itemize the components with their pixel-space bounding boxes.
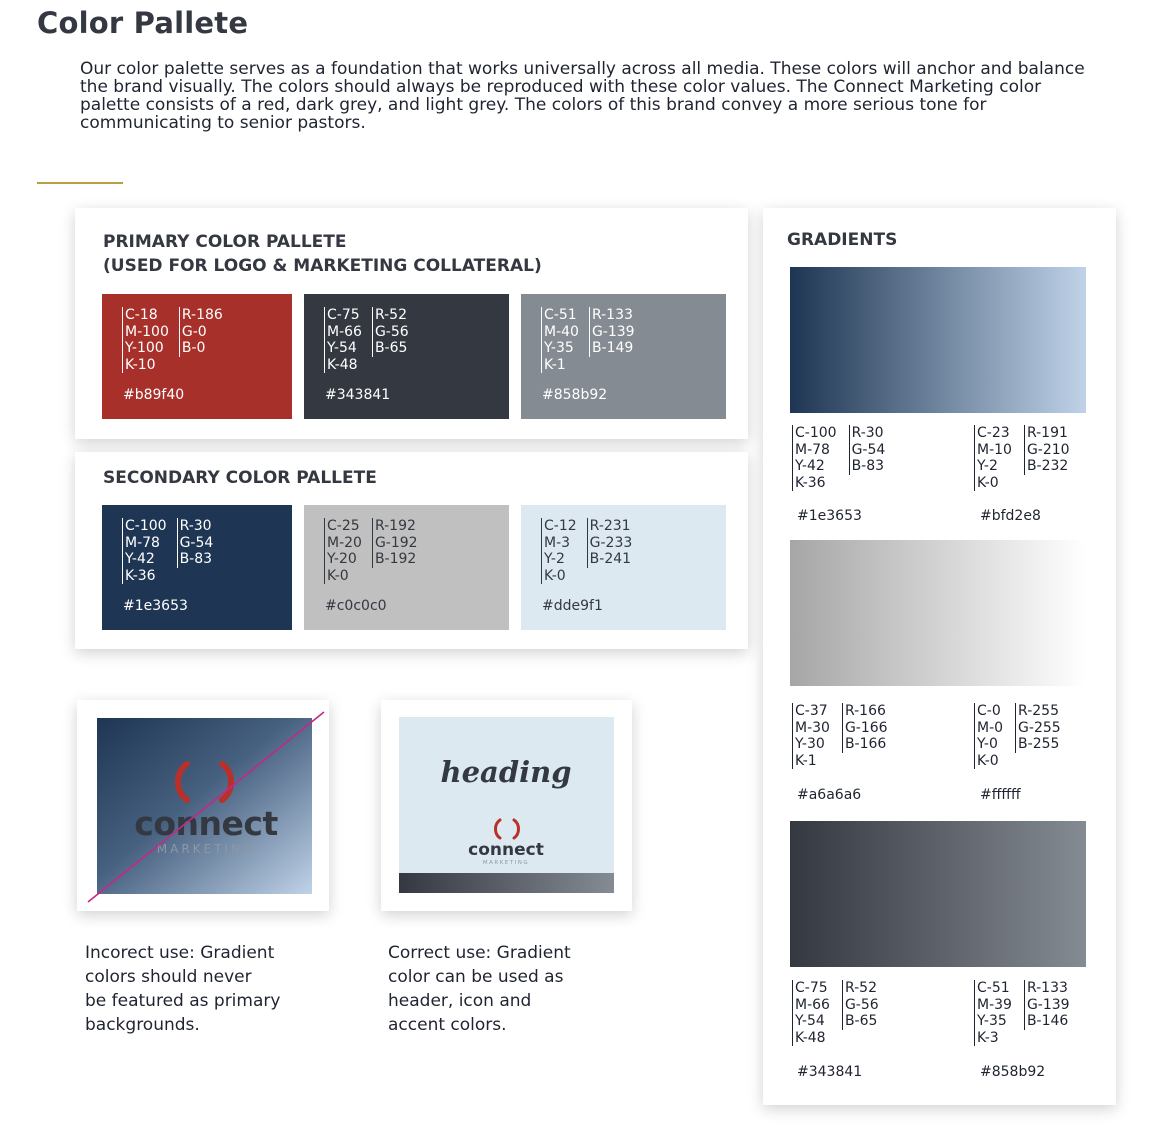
incorrect-use-caption: Incorect use: Gradient colors should never be featured as primary backgrounds. [85,943,281,1035]
cmyk-value: Y-42 [125,551,155,567]
cmyk-value: K-48 [327,356,358,373]
cmyk-value: Y-35 [544,340,574,356]
cmyk-value: Y-100 [125,340,164,356]
hex-value: #dde9f1 [542,598,603,614]
cmyk-value: M-78 [125,534,160,551]
primary-swatch [102,294,292,419]
cmyk-value: K-36 [125,567,156,584]
primary-title-line1: PRIMARY COLOR PALLETE [103,232,347,252]
logo-subtitle: MARKETING [482,860,530,866]
gradient-to-codes: C-23 M-10 Y-2 K-0 R-191 G-210 B-232 [974,425,1070,491]
incorrect-use-example [77,700,329,911]
rgb-value: B-192 [374,551,417,567]
cmyk-value: K-10 [125,356,156,373]
intro-paragraph: Our color palette serves as a foundation that works universally across all media. These colors will anchor and balance the brand visually. The colors should always be reproduced with these color values. The Connect Marketing color palette consists of a red, dark grey, and light grey. The colors of this brand convey a more serious tone for communicating to senior pastors. [80,59,1085,133]
gradient-from-hex: #1e3653 [797,508,862,524]
rgb-value: R-52 [374,307,407,323]
secondary-swatch [521,505,726,630]
gradient-from-hex: #343841 [797,1064,863,1080]
rgb-value: G-54 [179,534,214,551]
cmyk-value: Y-54 [327,340,357,356]
cmyk-value: C-100 [125,518,167,534]
primary-swatch [304,294,509,419]
gradient-from-codes: C-75 M-66 Y-54 K-48 R-52 G-56 B-65 [792,980,879,1046]
correct-use-example [381,700,632,911]
cmyk-value: M-40 [544,323,579,340]
hex-value: #1e3653 [123,598,188,614]
gradient-from-codes: C-37 M-30 Y-30 K-1 R-166 G-166 B-166 [792,703,888,769]
cmyk-value: C-12 [544,518,577,534]
gradient-accent-bar [399,873,614,893]
gradient-from-codes: C-100 M-78 Y-42 K-36 R-30 G-54 B-83 [792,425,885,491]
rgb-value: R-192 [374,518,416,534]
cmyk-value: M-3 [544,534,571,551]
secondary-swatch [102,505,292,630]
rgb-value: B-149 [591,340,634,356]
correct-use-caption: Correct use: Gradient color can be used as header, icon and accent colors. [388,943,571,1035]
gradients-title: GRADIENTS [787,230,898,250]
primary-title-line2: (USED FOR LOGO & MARKETING COLLATERAL) [103,256,542,276]
rgb-value: B-83 [179,551,213,567]
color-codes [541,518,632,584]
cmyk-value: M-66 [327,323,362,340]
rgb-value: R-133 [591,307,633,323]
gradients-card [763,208,1116,1105]
cmyk-value: Y-2 [544,551,565,567]
rgb-value: G-233 [589,534,633,551]
rgb-value: G-56 [374,323,409,340]
incorrect-use-artwork [77,700,329,911]
rgb-value: B-0 [181,340,206,356]
gradient-to-codes: C-51 M-39 Y-35 K-3 R-133 G-139 B-146 [974,980,1070,1046]
cmyk-value: K-0 [327,567,349,584]
hex-value: #b89f40 [123,387,185,403]
gradient-to-hex: #bfd2e8 [980,508,1041,524]
rgb-value: G-192 [374,534,418,551]
cmyk-value: K-1 [544,356,566,373]
color-codes [541,307,635,373]
logo-wordmark: connect [468,840,544,860]
gradient-from-hex: #a6a6a6 [797,787,862,803]
cmyk-value: M-100 [125,323,169,340]
rgb-value: B-65 [374,340,408,356]
cmyk-value: M-20 [327,534,362,551]
rgb-value: R-30 [179,518,212,534]
correct-use-artwork [381,700,632,911]
secondary-palette-title: SECONDARY COLOR PALLETE [103,468,377,488]
rgb-value: G-139 [591,323,635,340]
cmyk-value: C-51 [544,307,577,323]
primary-palette-card [75,208,748,439]
rgb-value: R-186 [181,307,223,323]
heading-script: heading [440,755,572,789]
logo-subtitle: MARKETING [156,842,256,856]
color-codes [324,307,409,373]
cmyk-value: Y-20 [327,551,357,567]
cmyk-value: C-75 [327,307,360,323]
secondary-palette-card [75,452,748,649]
page-title: Color Pallete [37,6,249,40]
rgb-value: R-231 [589,518,631,534]
primary-palette-title [103,230,542,278]
gradient-to-hex: #ffffff [980,787,1021,803]
gradient-to-hex: #858b92 [980,1064,1046,1080]
secondary-swatch [304,505,509,630]
logo-wordmark: connect [134,804,278,843]
hex-value: #343841 [325,387,391,403]
light-background [399,717,614,893]
accent-rule [37,182,123,184]
gradient-bar [790,540,1086,686]
gradient-to-codes: C-0 M-0 Y-0 K-0 R-255 G-255 B-255 [974,703,1061,769]
cmyk-value: K-0 [544,567,566,584]
hex-value: #858b92 [542,387,608,403]
hex-value: #c0c0c0 [325,598,387,614]
gradient-bar [790,821,1086,967]
cmyk-value: C-25 [327,518,360,534]
color-codes [122,518,213,584]
rgb-value: B-241 [589,551,632,567]
cmyk-value: C-18 [125,307,158,323]
primary-swatch [521,294,726,419]
color-codes [324,518,418,584]
gradient-bar [790,267,1086,413]
color-codes [122,307,223,373]
rgb-value: G-0 [181,323,207,340]
